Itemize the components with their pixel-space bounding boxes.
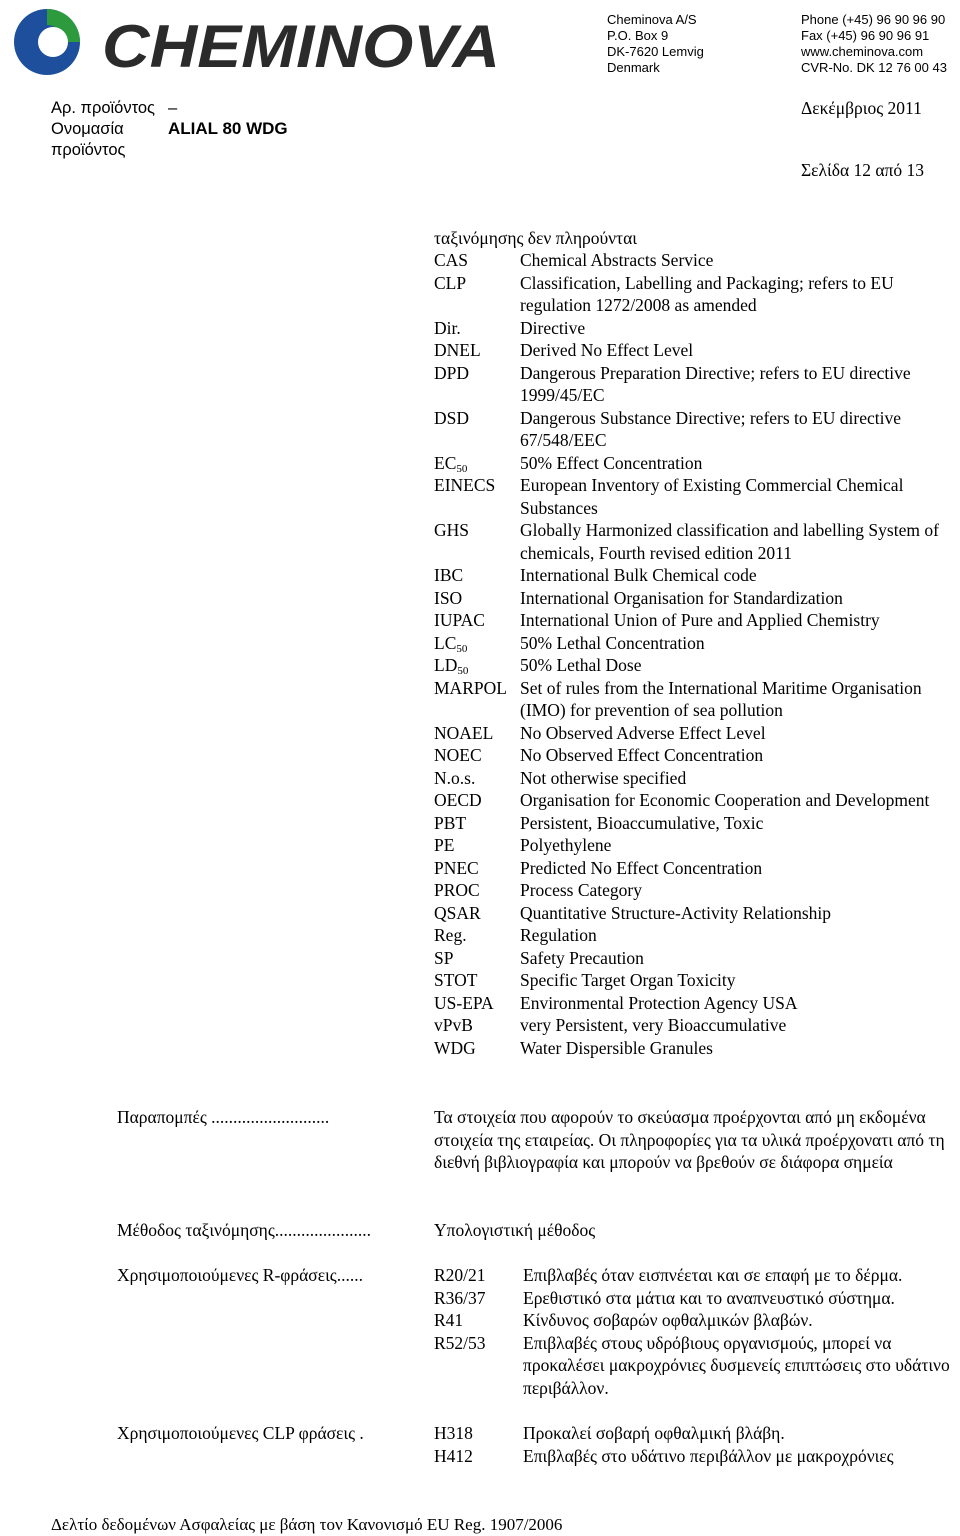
document-date: Δεκέμβριος 2011: [801, 98, 922, 118]
abbreviation-definition: International Bulk Chemical code: [520, 565, 757, 585]
abbreviation-row: [434, 362, 960, 407]
abbreviation-term: [434, 857, 520, 880]
abbreviation-term-text: EC: [434, 452, 457, 473]
abbreviation-row: [434, 249, 960, 272]
abbreviation-term: [434, 452, 520, 475]
abbreviation-row: [434, 947, 960, 970]
abbreviation-row: [434, 474, 960, 519]
abbreviation-term-text: US-EPA: [434, 992, 494, 1013]
abbreviation-term: [434, 632, 520, 655]
abbreviation-term-text: N.o.s.: [434, 767, 476, 788]
abbreviation-definition: Dangerous Substance Directive; refers to EU directive 67/548/EEC: [520, 407, 901, 450]
abbreviation-definition: Set of rules from the International Maritime Organisation (IMO) for prevention of sea pollution: [520, 677, 922, 720]
r-phrase-row: [434, 1309, 960, 1332]
abbreviation-definition: Chemical Abstracts Service: [520, 250, 714, 270]
abbreviation-term-text: DNEL: [434, 340, 481, 360]
abbreviation-definition: Specific Target Organ Toxicity: [520, 970, 736, 990]
page-number: Σελίδα 12 από 13: [801, 160, 925, 180]
phrase-text: Επιβλαβές όταν εισπνέεται και σε επαφή με το δέρμα.: [523, 1265, 903, 1285]
product-name-label: Ονομασία προϊόντος: [51, 120, 126, 159]
abbreviation-term: [434, 1014, 520, 1037]
clp-phrase-row: [434, 1422, 960, 1445]
abbreviation-term: [434, 789, 520, 812]
abbreviation-definition: Globally Harmonized classification and labelling System of chemicals, Fourth revised edition 2011: [520, 520, 939, 563]
abbreviation-term: [434, 587, 520, 610]
abbreviation-term: [434, 924, 520, 947]
footer-text: Δελτίο δεδομένων Ασφαλείας με βάση τον Κανονισμό EU Reg. 1907/2006: [51, 1515, 563, 1534]
abbreviation-subscript: 50: [456, 462, 468, 475]
abbreviation-term: [434, 902, 520, 925]
brand-name: CHEMINOVA: [102, 13, 500, 78]
r-phrase-row: [434, 1287, 960, 1310]
company-line: Denmark: [607, 60, 660, 75]
abbreviation-definition: International Union of Pure and Applied Chemistry: [520, 610, 880, 630]
abbreviation-term-text: PROC: [434, 880, 480, 900]
classification-method-label: Μέθοδος ταξινόμησης......................: [117, 1220, 372, 1240]
abbreviation-row: [434, 789, 960, 812]
abbreviation-term-text: PE: [434, 835, 455, 855]
abbreviation-subscript: 50: [456, 642, 468, 655]
abbreviation-term-text: PNEC: [434, 857, 479, 878]
abbreviation-definition: Persistent, Bioaccumulative, Toxic: [520, 812, 764, 833]
abbreviation-row: [434, 924, 960, 947]
abbreviation-definition: Predicted No Effect Concentration: [520, 857, 763, 878]
abbreviation-row: [434, 857, 960, 880]
phrase-text: Ερεθιστικό στα μάτια και το αναπνευστικό σύστημα.: [523, 1287, 895, 1308]
abbreviation-term: [434, 834, 520, 857]
references-text: Τα στοιχεία που αφορούν το σκεύασμα προέρχονται από μη εκδομένα στοιχεία της εταιρείας. Οι πληροφορίες για τα υλικά προέρχονατι από τη διεθνή βιβλιογραφία και μπορούν να βρεθούν σε διάφορα σημεία: [434, 1107, 945, 1172]
r-phrases-list: [434, 1264, 960, 1399]
abbreviation-definition: Quantitative Structure-Activity Relationship: [520, 902, 832, 923]
abbreviation-term-text: CAS: [434, 250, 469, 270]
abbreviation-definition: Not otherwise specified: [520, 767, 687, 788]
abbreviation-row: [434, 1037, 960, 1060]
abbreviation-term: [434, 947, 520, 970]
contact-line: CVR-No. DK 12 76 00 43: [801, 60, 947, 75]
abbreviation-row: [434, 812, 960, 835]
product-number-label: Αρ. προϊόντος: [51, 99, 156, 117]
abbreviation-term-text: QSAR: [434, 902, 481, 923]
abbreviation-term-text: STOT: [434, 970, 478, 990]
company-line: Cheminova A/S: [607, 12, 697, 27]
abbreviation-definition: No Observed Effect Concentration: [520, 745, 764, 765]
abbreviation-term-text: NOEC: [434, 745, 482, 765]
abbreviation-term: [434, 812, 520, 835]
abbreviation-term: [434, 519, 520, 564]
abbreviation-term-text: MARPOL: [434, 677, 507, 698]
abbreviation-row: [434, 317, 960, 340]
abbreviation-definition: No Observed Adverse Effect Level: [520, 722, 766, 743]
abbreviation-definition: Process Category: [520, 880, 642, 900]
phrase-text: Κίνδυνος σοβαρών οφθαλμικών βλαβών.: [523, 1310, 813, 1330]
abbreviation-definition: 50% Effect Concentration: [520, 452, 703, 473]
abbreviation-definition: Polyethylene: [520, 835, 612, 855]
product-name-value: ALIAL 80 WDG: [168, 119, 288, 138]
abbreviations-list: [434, 249, 960, 1059]
abbreviation-term: [434, 767, 520, 790]
abbreviation-definition: Organisation for Economic Cooperation and Development: [520, 790, 930, 810]
abbreviation-subscript: 50: [457, 665, 469, 677]
abbreviation-term-text: Reg.: [434, 925, 467, 945]
abbreviation-term-text: LD: [434, 655, 458, 675]
phrase-code: R20/21: [434, 1265, 486, 1285]
phrase-code: R52/53: [434, 1332, 486, 1353]
abbreviation-term: [434, 249, 520, 272]
abbreviation-term-text: GHS: [434, 520, 470, 540]
r-phrase-row: [434, 1264, 960, 1287]
abbreviation-term: [434, 317, 520, 340]
abbreviation-term-text: DSD: [434, 407, 470, 428]
abbreviation-definition: 50% Lethal Dose: [520, 655, 642, 675]
abbreviation-term: [434, 339, 520, 362]
clp-phrases-label: Χρησιμοποιούμενες CLP φράσεις .: [117, 1423, 364, 1443]
abbreviation-term-text: EINECS: [434, 475, 496, 495]
abbreviation-term: [434, 722, 520, 745]
r-phrases-label: Χρησιμοποιούμενες R-φράσεις......: [117, 1265, 363, 1285]
abbreviation-row: [434, 969, 960, 992]
abbreviation-term: [434, 969, 520, 992]
abbreviation-row: [434, 767, 960, 790]
company-contact: [801, 12, 947, 76]
abbreviation-definition: Regulation: [520, 925, 597, 945]
abbreviation-term-text: ISO: [434, 587, 463, 608]
abbreviation-term: [434, 744, 520, 767]
abbreviation-term-text: DPD: [434, 362, 470, 383]
abbreviation-row: [434, 677, 960, 722]
abbreviation-row: [434, 902, 960, 925]
abbreviation-row: [434, 519, 960, 564]
abbreviation-row: [434, 452, 960, 475]
abbreviation-row: [434, 609, 960, 632]
abbreviation-term: [434, 407, 520, 452]
r-phrase-row: [434, 1332, 960, 1400]
abbreviation-definition: Dangerous Preparation Directive; refers to EU directive 1999/45/EC: [520, 362, 911, 405]
abbreviation-row: [434, 407, 960, 452]
phrase-code: H318: [434, 1423, 473, 1443]
abbreviation-term: [434, 677, 520, 722]
abbreviation-term: [434, 272, 520, 317]
abbreviation-term-text: OECD: [434, 790, 482, 810]
abbreviation-definition: 50% Lethal Concentration: [520, 632, 705, 653]
classification-method-text: Υπολογιστική μέθοδος: [434, 1220, 596, 1240]
abbreviation-row: [434, 992, 960, 1015]
abbreviation-definition: European Inventory of Existing Commercial Chemical Substances: [520, 475, 904, 518]
clp-phrase-row: [434, 1445, 960, 1468]
abbreviation-term: [434, 362, 520, 407]
abbreviation-term-text: NOAEL: [434, 722, 494, 743]
abbreviation-term: [434, 474, 520, 519]
contact-line: Fax (+45) 96 90 96 91: [801, 28, 930, 43]
phrase-text: Επιβλαβές στο υδάτινο περιβάλλον με μακροχρόνιες: [523, 1445, 894, 1466]
logo-emblem-icon: [14, 9, 80, 75]
abbreviation-row: [434, 339, 960, 362]
abbreviation-row: [434, 587, 960, 610]
cheminova-logo: [6, 6, 506, 78]
abbreviation-row: [434, 879, 960, 902]
product-number-value: –: [168, 99, 178, 117]
clp-phrases-list: [434, 1422, 960, 1467]
contact-line: www.cheminova.com: [801, 44, 924, 59]
abbreviation-row: [434, 722, 960, 745]
abbreviation-term: [434, 1037, 520, 1060]
abbreviation-term: [434, 992, 520, 1015]
phrase-code: R36/37: [434, 1287, 486, 1308]
phrase-code: H412: [434, 1445, 473, 1466]
abbreviation-row: [434, 272, 960, 317]
abbreviation-row: [434, 834, 960, 857]
abbreviation-term-text: SP: [434, 947, 454, 968]
company-line: P.O. Box 9: [607, 28, 669, 43]
phrase-text: Επιβλαβές στους υδρόβιους οργανισμούς, μπορεί να προκαλέσει μακροχρόνιες δυσμενείς επιπτώσεις στο υδάτινο περιβάλλον.: [523, 1332, 950, 1398]
abbreviation-term-text: PBT: [434, 812, 467, 833]
abbreviation-definition: Directive: [520, 317, 586, 338]
abbreviation-definition: Safety Precaution: [520, 947, 644, 968]
abbreviation-definition: Derived No Effect Level: [520, 340, 694, 360]
abbreviation-row: [434, 632, 960, 655]
abbreviation-term-text: Dir.: [434, 317, 461, 338]
contact-line: Phone (+45) 96 90 96 90: [801, 12, 946, 27]
abbreviation-term-text: CLP: [434, 272, 467, 293]
abbreviation-row: [434, 654, 960, 677]
abbreviation-term: [434, 879, 520, 902]
abbreviation-term: [434, 609, 520, 632]
abbreviations-intro: ταξινόμησης δεν πληρούνται: [434, 228, 637, 248]
company-address: [607, 12, 704, 76]
abbreviation-term-text: WDG: [434, 1037, 476, 1058]
abbreviation-definition: very Persistent, very Bioaccumulative: [520, 1015, 787, 1035]
abbreviation-term-text: vPvB: [434, 1015, 473, 1035]
abbreviation-row: [434, 564, 960, 587]
abbreviation-term: [434, 654, 520, 677]
phrase-code: R41: [434, 1310, 464, 1330]
abbreviation-term-text: LC: [434, 632, 457, 653]
phrase-text: Προκαλεί σοβαρή οφθαλμική βλάβη.: [523, 1423, 785, 1443]
abbreviation-term: [434, 564, 520, 587]
references-label: Παραπομπές ...........................: [117, 1107, 330, 1127]
abbreviation-definition: International Organisation for Standardization: [520, 587, 843, 608]
abbreviation-definition: Water Dispersible Granules: [520, 1037, 713, 1058]
abbreviation-term-text: IUPAC: [434, 610, 485, 630]
abbreviation-row: [434, 744, 960, 767]
abbreviation-definition: Classification, Labelling and Packaging; refers to EU regulation 1272/2008 as amended: [520, 272, 894, 315]
abbreviation-definition: Environmental Protection Agency USA: [520, 992, 798, 1013]
abbreviation-row: [434, 1014, 960, 1037]
company-line: DK-7620 Lemvig: [607, 44, 704, 59]
abbreviation-term-text: IBC: [434, 565, 464, 585]
